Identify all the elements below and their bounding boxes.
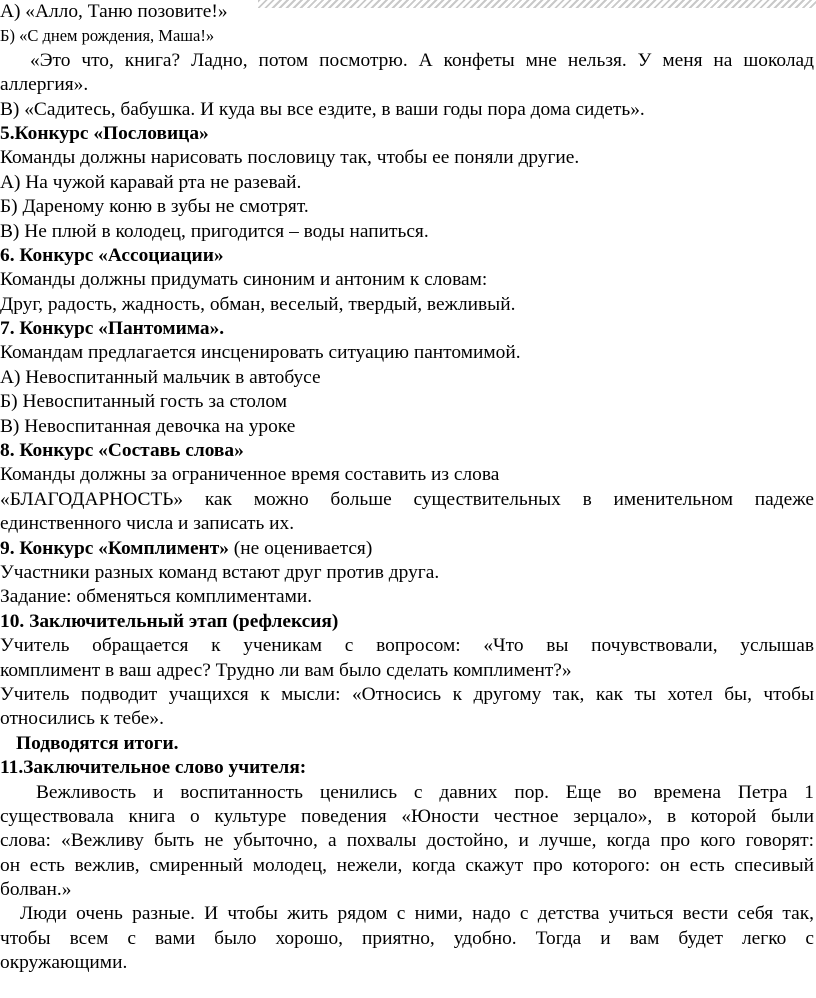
section-heading-line: [0, 537, 814, 561]
text-line: Б) Дареному коню в зубы не смотрят.: [0, 196, 309, 218]
text-line: Учитель подводит учащихся к мысли: «Относись к другому так, как ты хотел бы, чтобы: [0, 683, 814, 705]
text-line: Командам предлагается инсценировать ситуацию пантомимой.: [0, 342, 521, 364]
section-heading: 10. Заключительный этап (рефлексия): [0, 610, 339, 632]
text-line: В) «Садитесь, бабушка. И куда вы все ездите, в ваши годы пора дома сидеть».: [0, 98, 645, 120]
section-heading: Подводятся итоги.: [16, 732, 179, 754]
text-line: существовала книга о культуре поведения «Юности честное зерцало», в которой были: [0, 805, 814, 827]
text-line: чтобы всем с вами было хорошо, приятно, удобно. Тогда и вам будет легко с: [0, 927, 814, 949]
section-heading: 5.Конкурс «Пословица»: [0, 122, 209, 144]
text-line: единственного числа и записать их.: [0, 513, 295, 535]
section-heading: 11.Заключительное слово учителя:: [0, 757, 307, 779]
text-line: Вежливость и воспитанность ценились с давних пор. Еще во времена Петра 1: [36, 781, 814, 803]
text-line: слова: «Вежливу быть не убыточно, а похвалы достойно, и лучше, когда про кого говорят:: [0, 830, 814, 852]
text-line: «БЛАГОДАРНОСТЬ» как можно больше существительных в именительном падеже: [0, 488, 814, 510]
text-line: А) «Алло, Таню позовите!»: [0, 1, 228, 22]
text-line: Друг, радость, жадность, обман, веселый, твердый, вежливый.: [0, 293, 516, 315]
section-heading: 6. Конкурс «Ассоциации»: [0, 244, 224, 266]
text-line: Команды должны за ограниченное время составить из слова: [0, 464, 500, 486]
text-line: он есть вежлив, смиренный молодец, нежели, когда скажут про которого: он есть спесивый: [0, 854, 814, 876]
text-line: Б) «С днем рождения, Маша!»: [0, 26, 215, 46]
text-line: комплимент в ваш адрес? Трудно ли вам было сделать комплимент?»: [0, 659, 572, 681]
section-heading: 8. Конкурс «Составь слова»: [0, 440, 244, 462]
heading-note: (не оценивается): [228, 537, 373, 559]
text-line: «Это что, книга? Ладно, потом посмотрю. А конфеты мне нельзя. У меня на шоколад: [30, 49, 814, 71]
text-line: А) Невоспитанный мальчик в автобусе: [0, 366, 321, 388]
text-line: аллергия».: [0, 74, 89, 96]
text-line: Задание: обменяться комплиментами.: [0, 586, 313, 608]
text-line: Люди очень разные. И чтобы жить рядом с ними, надо с детства учиться вести себя так,: [20, 903, 814, 925]
text-line: болван.»: [0, 879, 72, 901]
text-line: Команды должны придумать синоним и антоним к словам:: [0, 269, 488, 291]
text-line: относились к тебе».: [0, 708, 164, 730]
text-line: Учитель обращается к ученикам с вопросом: «Что вы почувствовали, услышав: [0, 635, 814, 657]
text-line: В) Не плюй в колодец, пригодится – воды напиться.: [0, 220, 429, 242]
text-line: Участники разных команд встают друг против друга.: [0, 561, 440, 583]
text-line: Б) Невоспитанный гость за столом: [0, 391, 288, 413]
section-heading: 7. Конкурс «Пантомима».: [0, 318, 225, 340]
text-line: А) На чужой каравай рта не разевай.: [0, 171, 302, 193]
text-line: В) Невоспитанная девочка на уроке: [0, 415, 296, 437]
text-line: Команды должны нарисовать пословицу так, чтобы ее поняли другие.: [0, 147, 580, 169]
text-line: окружающими.: [0, 952, 128, 974]
section-heading: 9. Конкурс «Комплимент»: [0, 537, 229, 559]
